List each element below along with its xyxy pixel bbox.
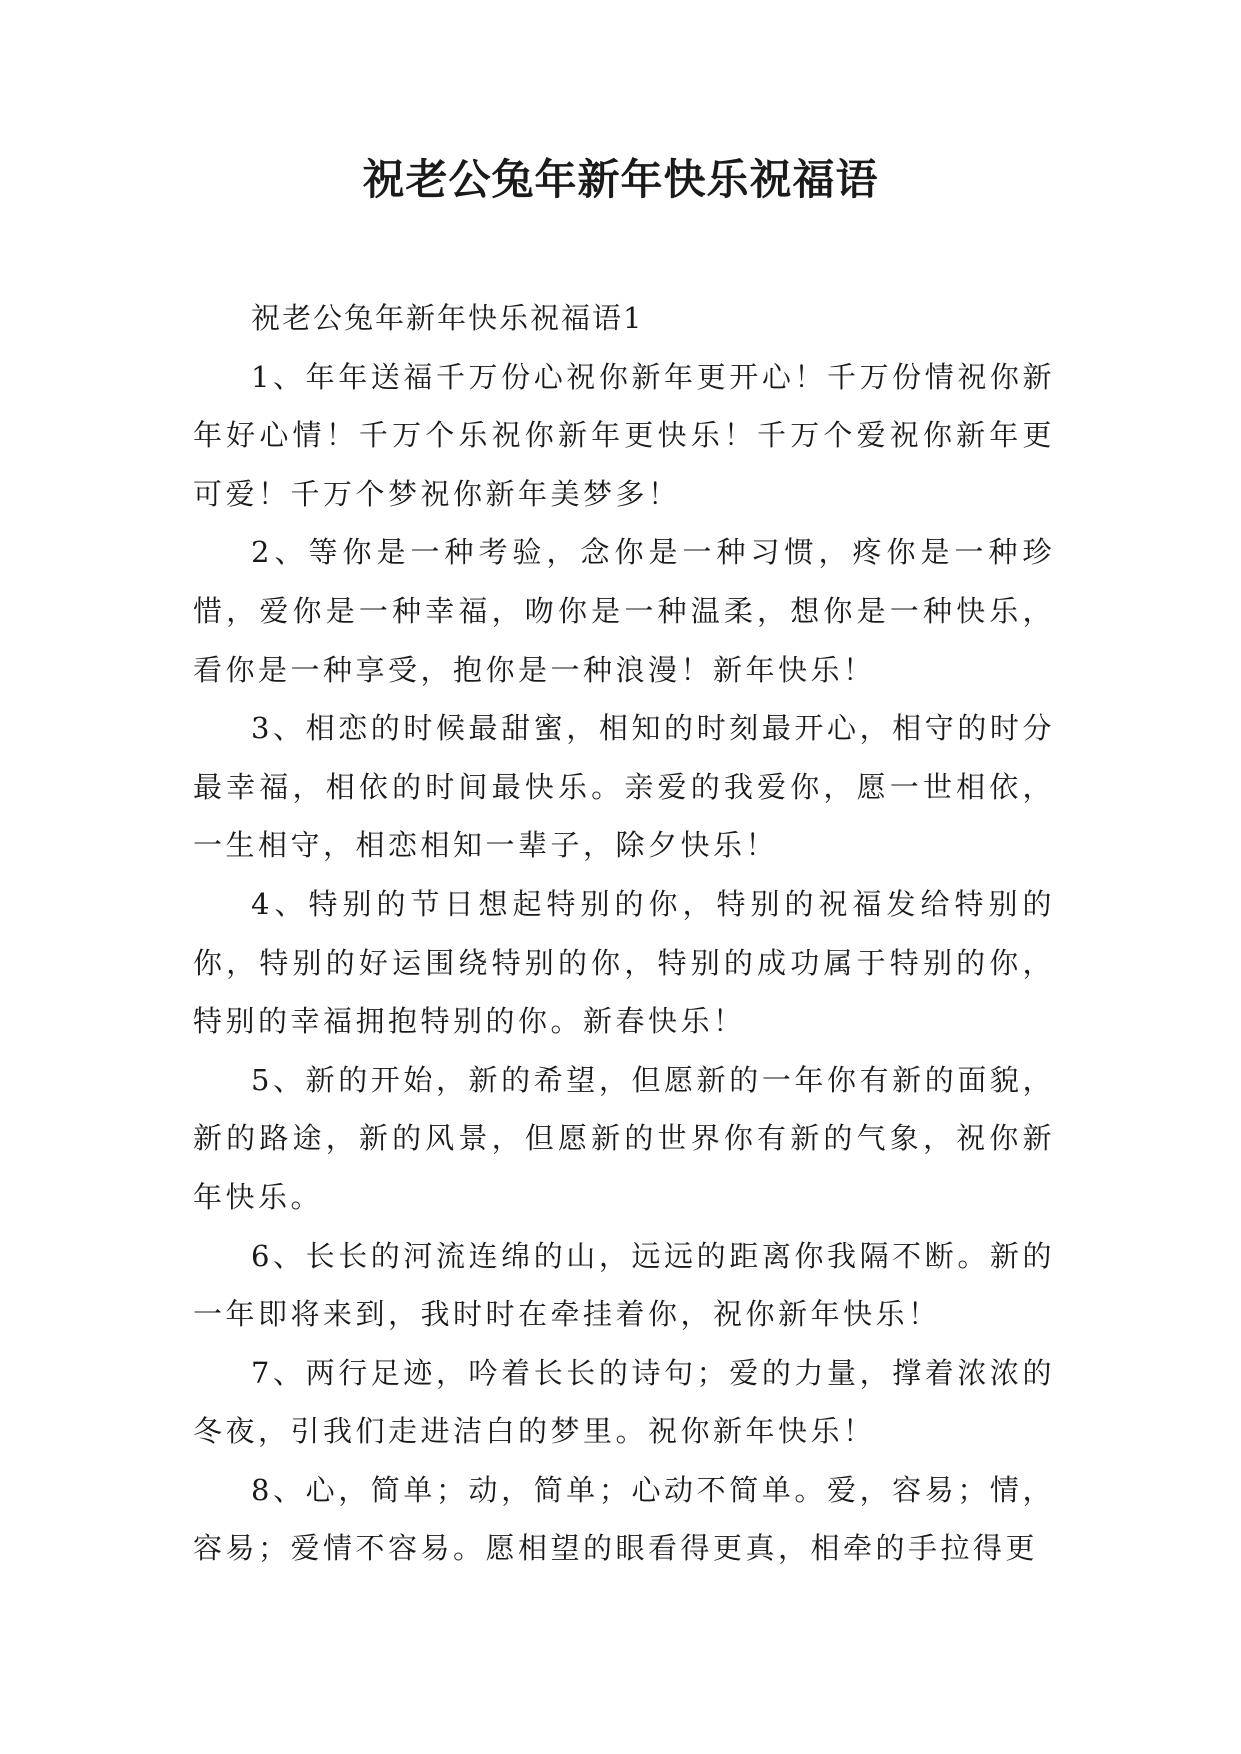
paragraph-5: 5、新的开始，新的希望，但愿新的一年你有新的面貌，新的路途，新的风景，但愿新的世界你有新的气象，祝你新年快乐。 — [193, 1062, 1055, 1214]
paragraph-6: 6、长长的河流连绵的山，远远的距离你我隔不断。新的一年即将来到，我时时在牵挂着你，祝你新年快乐！ — [193, 1238, 1055, 1332]
document-body — [193, 289, 1055, 1578]
paragraph-7: 7、两行足迹，吟着长长的诗句；爱的力量，撑着浓浓的冬夜，引我们走进洁白的梦里。祝你新年快乐！ — [193, 1355, 1055, 1449]
section-heading: 祝老公兔年新年快乐祝福语1 — [251, 301, 644, 335]
document-title: 祝老公兔年新年快乐祝福语 — [362, 155, 879, 204]
paragraph-1: 1、年年送福千万份心祝你新年更开心！千万份情祝你新年好心情！千万个乐祝你新年更快乐！千万个爱祝你新年更可爱！千万个梦祝你新年美梦多！ — [193, 359, 1055, 511]
paragraph-8: 8、心，简单；动，简单；心动不简单。爱，容易；情，容易；爱情不容易。愿相望的眼看得更真，相牵的手拉得更 — [193, 1472, 1055, 1566]
paragraph-3: 3、相恋的时候最甜蜜，相知的时刻最开心，相守的时分最幸福，相依的时间最快乐。亲爱的我爱你，愿一世相依，一生相守，相恋相知一辈子，除夕快乐！ — [193, 711, 1055, 863]
paragraph-2: 2、等你是一种考验，念你是一种习惯，疼你是一种珍惜，爱你是一种幸福，吻你是一种温柔，想你是一种快乐，看你是一种享受，抱你是一种浪漫！新年快乐！ — [193, 535, 1055, 687]
paragraph-4: 4、特别的节日想起特别的你，特别的祝福发给特别的你，特别的好运围绕特别的你，特别的成功属于特别的你，特别的幸福拥抱特别的你。新春快乐！ — [193, 886, 1055, 1039]
